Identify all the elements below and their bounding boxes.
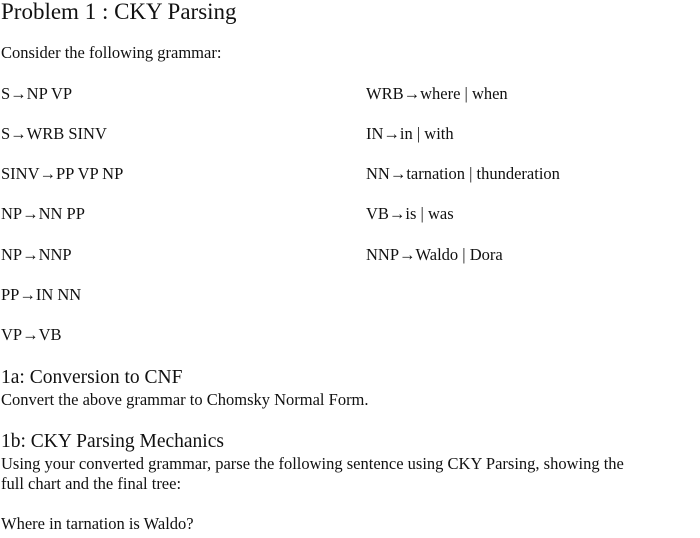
- part-b-text-line-2: full chart and the final tree:: [1, 474, 182, 493]
- target-sentence: Where in tarnation is Waldo?: [1, 514, 194, 533]
- part-b-heading: 1b: CKY Parsing Mechanics: [1, 431, 224, 452]
- grammar-rule: S→WRB SINV: [1, 124, 107, 143]
- grammar-rule: NN→tarnation | thunderation: [366, 164, 560, 183]
- grammar-rule: NP→NN PP: [1, 204, 85, 223]
- part-b-text-line-1: Using your converted grammar, parse the following sentence using CKY Parsing, showing the: [1, 454, 624, 473]
- intro-text: Consider the following grammar:: [1, 43, 222, 62]
- grammar-rule: IN→in | with: [366, 124, 454, 143]
- grammar-rule: VP→VB: [1, 325, 62, 344]
- grammar-rule: WRB→where | when: [366, 84, 508, 103]
- grammar-rule: SINV→PP VP NP: [1, 164, 124, 183]
- part-a-text: Convert the above grammar to Chomsky Normal Form.: [1, 390, 369, 409]
- grammar-rule: NNP→Waldo | Dora: [366, 245, 503, 264]
- part-a-heading: 1a: Conversion to CNF: [1, 367, 183, 388]
- grammar-rule: NP→NNP: [1, 245, 72, 264]
- problem-title: Problem 1 : CKY Parsing: [1, 0, 237, 24]
- grammar-rule: S→NP VP: [1, 84, 73, 103]
- grammar-rule: PP→IN NN: [1, 285, 82, 304]
- grammar-rule: VB→is | was: [366, 204, 454, 223]
